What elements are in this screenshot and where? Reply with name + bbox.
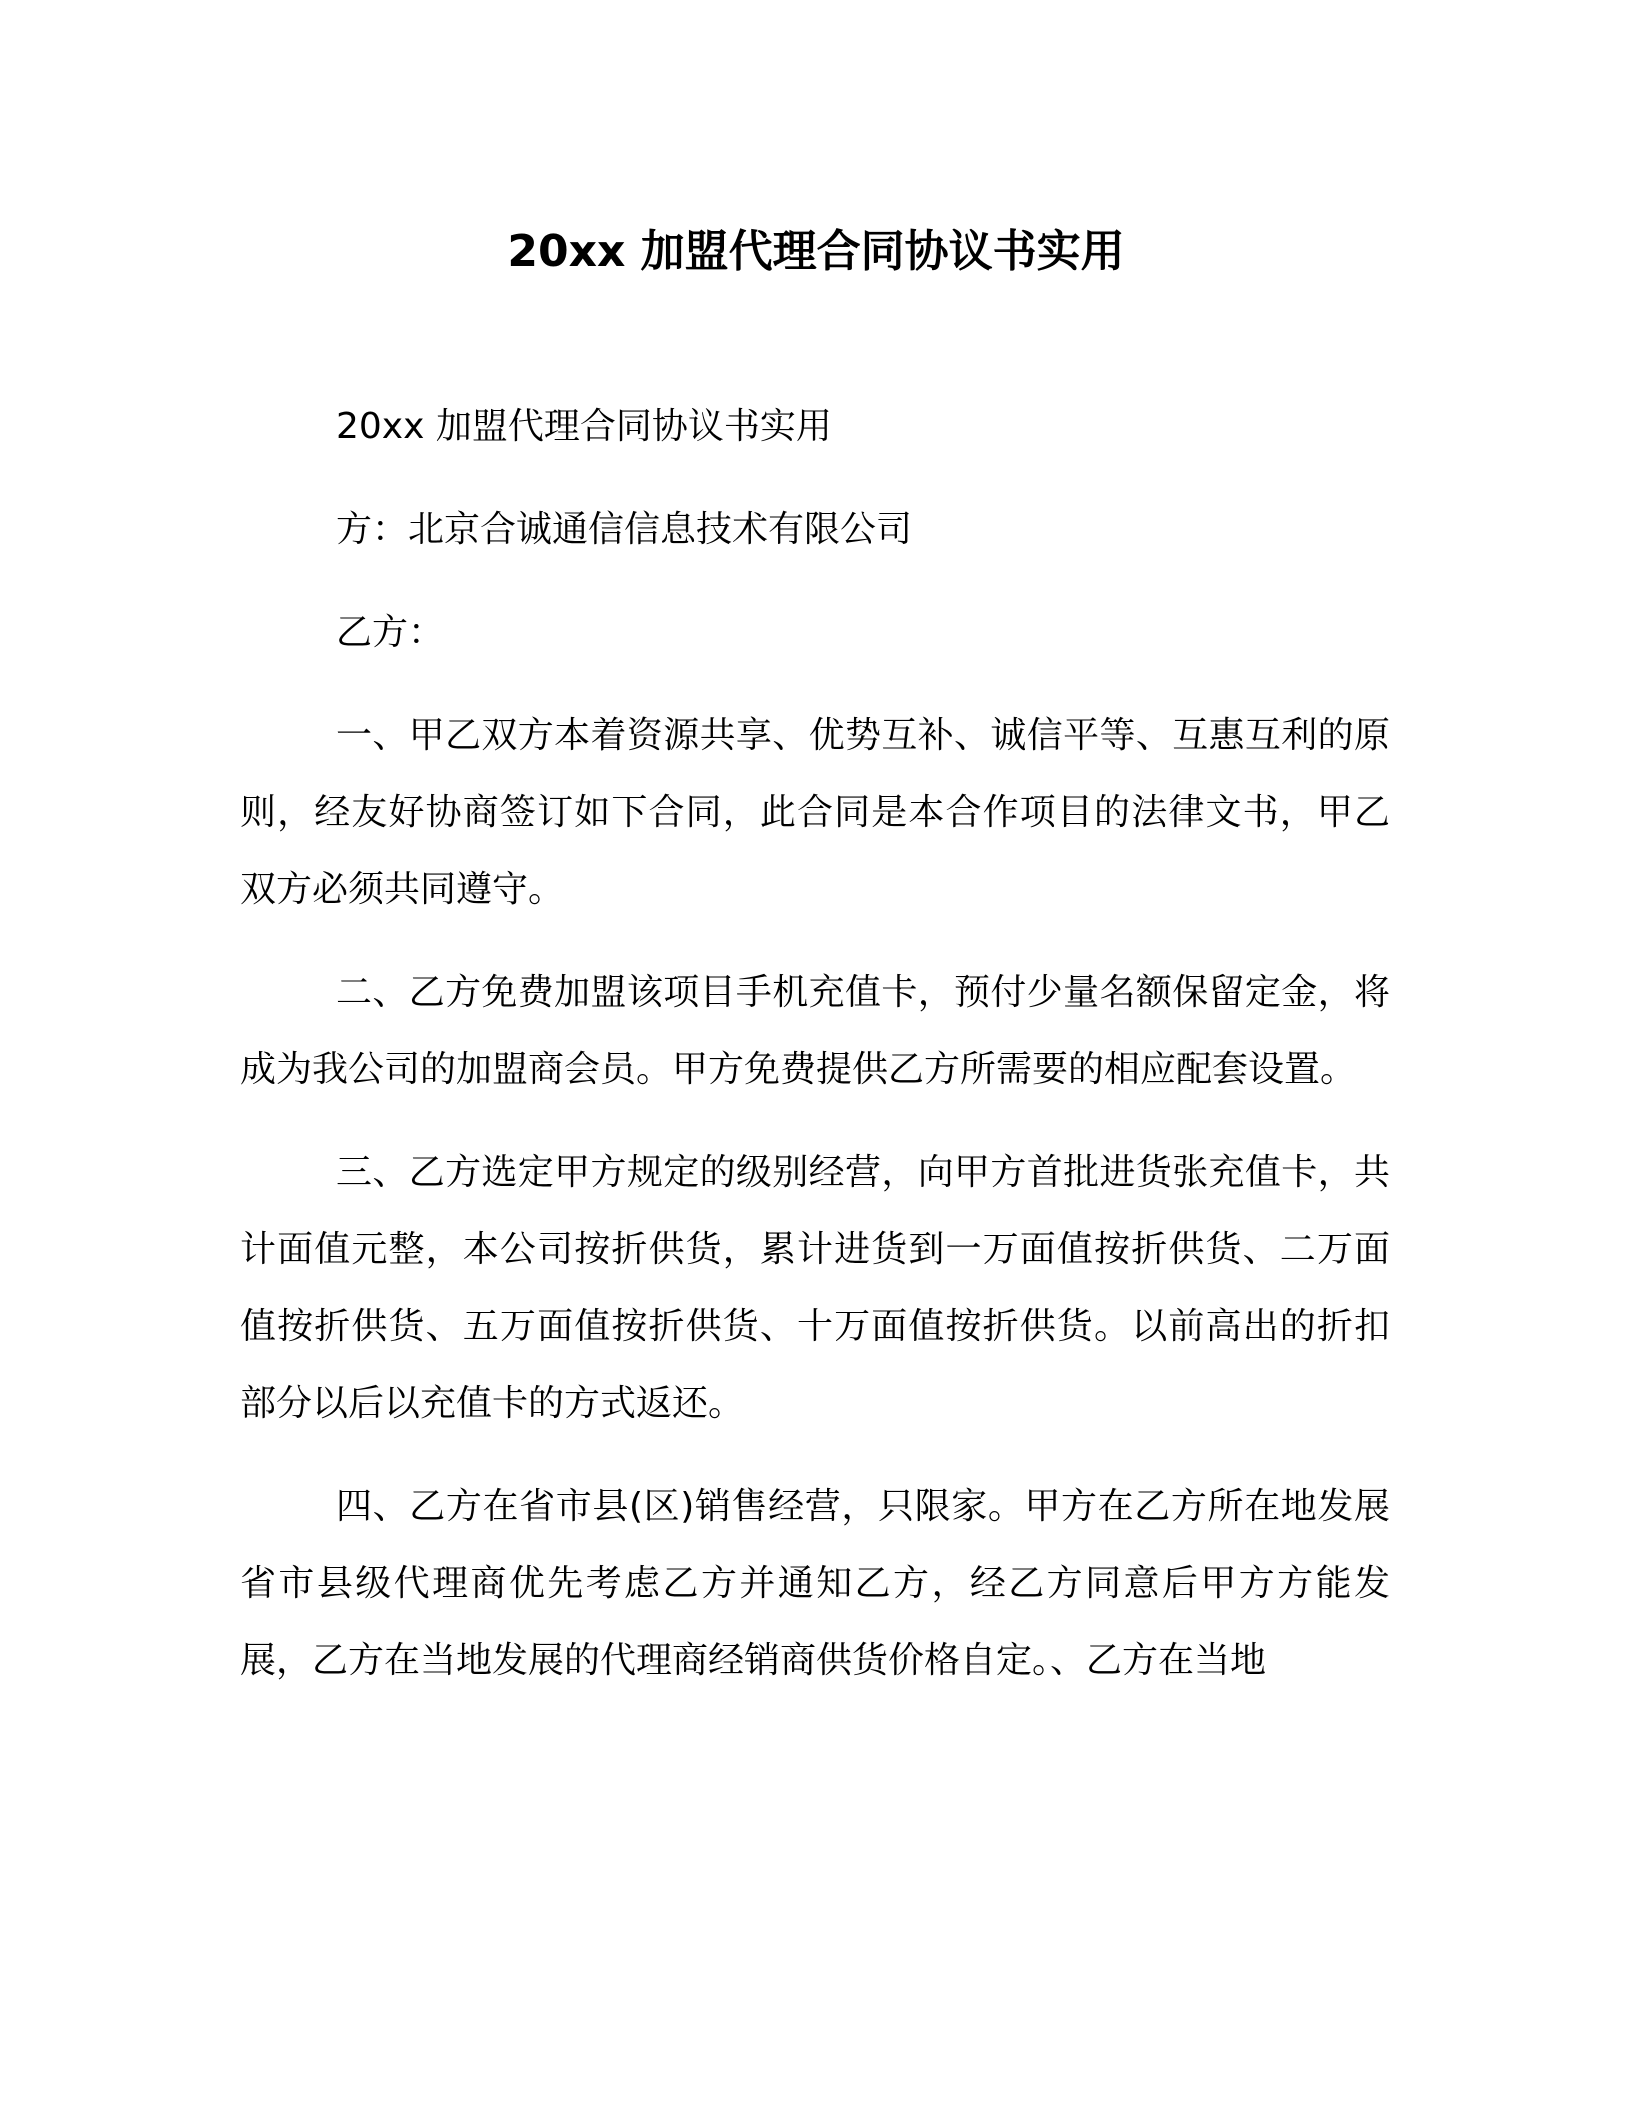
- paragraph-clause-2: 二、乙方免费加盟该项目手机充值卡，预付少量名额保留定金，将成为我公司的加盟商会员。甲方免费提供乙方所需要的相应配套设置。: [240, 972, 1390, 1090]
- paragraph-clause-4: 四、乙方在省市县(区)销售经营，只限家。甲方在乙方所在地发展省市县级代理商优先考虑乙方并通知乙方，经乙方同意后甲方方能发展，乙方在当地发展的代理商经销商供货价格自定。、乙方在当地: [240, 1486, 1390, 1681]
- paragraph-party-a: 方：北京合诚通信信息技术有限公司: [336, 509, 913, 550]
- paragraph-party-b: 乙方：: [336, 612, 445, 653]
- paragraph-clause-3: 三、乙方选定甲方规定的级别经营，向甲方首批进货张充值卡，共计面值元整，本公司按折供货，累计进货到一万面值按折供货、二万面值按折供货、五万面值按折供货、十万面值按折供货。以前高出的折扣部分以后以充值卡的方式返还。: [240, 1152, 1390, 1424]
- document-title: 20xx 加盟代理合同协议书实用: [507, 226, 1125, 277]
- paragraph-clause-1: 一、甲乙双方本着资源共享、优势互补、诚信平等、互惠互利的原则，经友好协商签订如下合同，此合同是本合作项目的法律文书，甲乙双方必须共同遵守。: [240, 715, 1390, 910]
- paragraph-subtitle: 20xx 加盟代理合同协议书实用: [336, 406, 832, 447]
- document-body: [240, 388, 1390, 1725]
